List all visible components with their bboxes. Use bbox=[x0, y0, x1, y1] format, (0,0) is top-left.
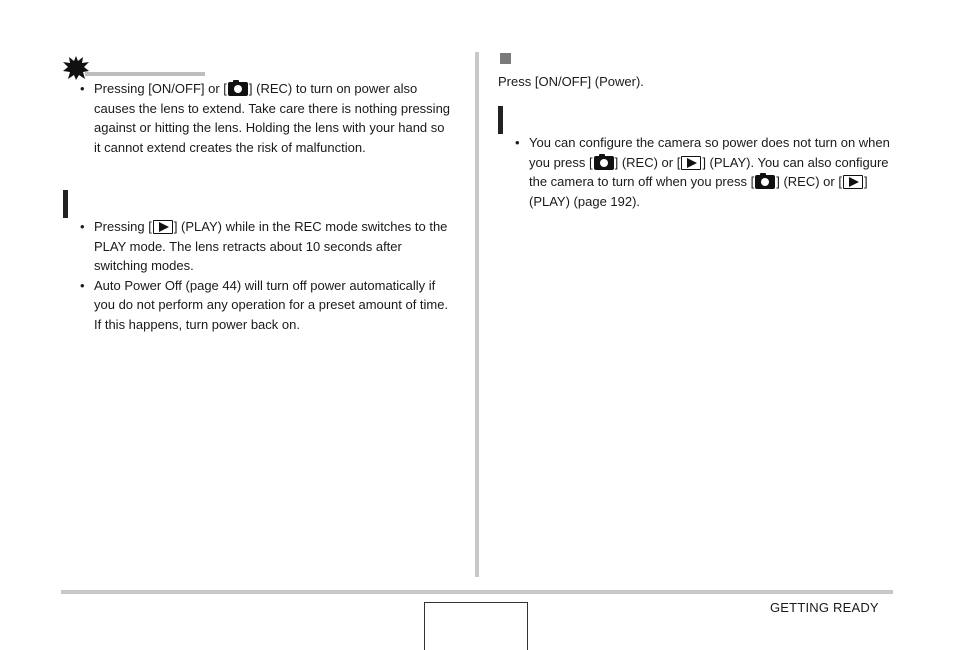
instruction-text: Press [ON/OFF] (Power). bbox=[498, 74, 644, 89]
important-divider bbox=[85, 72, 205, 76]
list-item: • Pressing [ ] (PLAY) while in the REC mode switches to the PLAY mode. The lens retracts about 10 seconds after switching modes. bbox=[80, 217, 456, 276]
camera-icon bbox=[755, 175, 775, 189]
play-icon bbox=[153, 220, 173, 234]
note-marker-bar bbox=[63, 190, 68, 218]
right-note-list bbox=[515, 133, 893, 211]
important-list bbox=[80, 79, 452, 157]
section-square-marker bbox=[500, 53, 511, 64]
note-list bbox=[80, 217, 456, 334]
camera-icon bbox=[594, 156, 614, 170]
list-item: • You can configure the camera so power does not turn on when you press [ ] (REC) or [ ] (PLAY). You can also configure the camera to turn off when you press [ ] (REC) or [ ] (PLAY) (page 192). bbox=[515, 133, 893, 211]
note-marker-bar bbox=[498, 106, 503, 134]
camera-icon bbox=[228, 82, 248, 96]
list-item: • Pressing [ON/OFF] or [ ] (REC) to turn on power also causes the lens to extend. Take care there is nothing pressing against or hitting the lens. Holding the lens with your hand so it cannot extend creates the risk of malfunction. bbox=[80, 79, 452, 157]
play-icon bbox=[843, 175, 863, 189]
column-divider bbox=[475, 52, 479, 577]
footer-rule bbox=[61, 590, 893, 594]
play-icon bbox=[681, 156, 701, 170]
list-item: • Auto Power Off (page 44) will turn off power automatically if you do not perform any operation for a preset amount of time. If this happens, turn power back on. bbox=[80, 276, 456, 335]
important-burst-icon bbox=[63, 56, 89, 80]
section-label: GETTING READY bbox=[770, 600, 879, 615]
page-number-box bbox=[424, 602, 528, 650]
